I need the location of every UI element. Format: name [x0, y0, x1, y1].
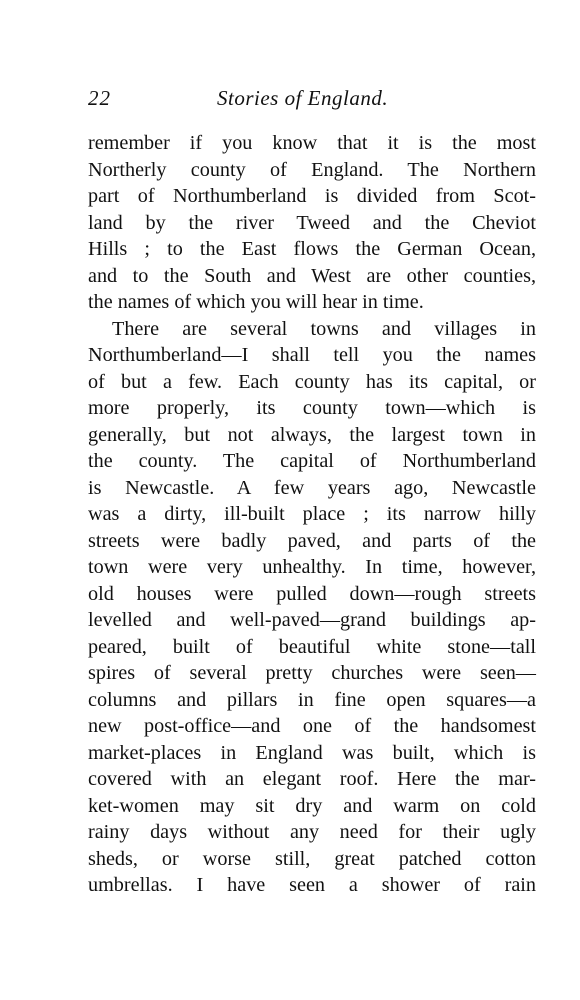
text-line: sheds, or worse still, great patched cotton [88, 847, 536, 870]
text-line: There are several towns and villages in [112, 317, 536, 340]
page-header [88, 86, 536, 116]
text-line: ket-women may sit dry and warm on cold [88, 794, 536, 817]
text-line: rainy days without any need for their ugly [88, 821, 536, 843]
text-line: umbrellas. I have seen a shower of rain [88, 874, 536, 896]
text-line: streets were badly paved, and parts of the [88, 529, 536, 552]
text-line: new post-office—and one of the handsomest [88, 715, 536, 737]
body-text [88, 130, 536, 899]
text-line: of but a few. Each county has its capital, or [88, 370, 536, 393]
text-line: levelled and well-paved—grand buildings ap- [88, 609, 536, 631]
text-line: was a dirty, ill-built place ; its narrow hilly [88, 503, 536, 525]
text-line: covered with an elegant roof. Here the mar- [88, 768, 536, 790]
text-line: spires of several pretty churches were seen— [88, 662, 536, 684]
text-line: old houses were pulled down—rough streets [88, 582, 536, 605]
text-line: is Newcastle. A few years ago, Newcastle [88, 476, 536, 499]
text-line: peared, built of beautiful white stone—tall [88, 635, 536, 658]
text-line: market-places in England was built, which is [88, 741, 536, 764]
text-line: more properly, its county town—which is [88, 397, 536, 419]
text-line: and to the South and West are other counties, [88, 264, 536, 287]
page-number: 22 [88, 86, 111, 110]
text-line: remember if you know that it is the most [88, 132, 536, 154]
running-title: Stories of England. [217, 86, 389, 110]
text-line: Northerly county of England. The Northern [88, 158, 536, 181]
text-line: generally, but not always, the largest town in [88, 423, 536, 446]
text-line: Hills ; to the East flows the German Ocean, [88, 238, 536, 260]
text-line: Northumberland—I shall tell you the names [88, 344, 536, 366]
text-line: town were very unhealthy. In time, however, [88, 556, 536, 578]
text-line: land by the river Tweed and the Cheviot [88, 211, 536, 234]
text-line: part of Northumberland is divided from Scot- [88, 185, 536, 207]
text-line: the county. The capital of Northumberland [88, 450, 536, 472]
text-line: the names of which you will hear in time. [88, 291, 424, 313]
text-line: columns and pillars in fine open squares—a [88, 688, 536, 711]
